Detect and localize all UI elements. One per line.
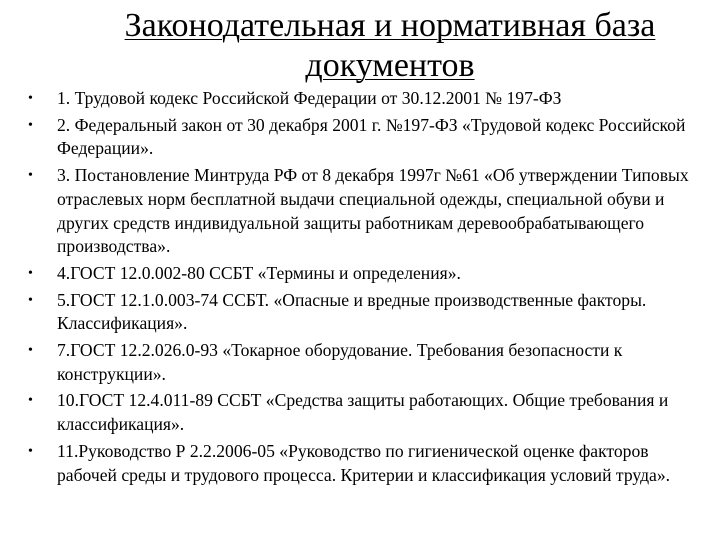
list-item-text: 4.ГОСТ 12.0.002-80 ССБТ «Термины и определения».: [57, 262, 461, 283]
list-item: [28, 164, 708, 259]
list-item: [28, 440, 708, 488]
list-item: [28, 87, 708, 111]
list-item-text: 5.ГОСТ 12.1.0.003-74 ССБТ. «Опасные и вредные производственные факторы. Классификация».: [57, 289, 647, 334]
list-item: [28, 289, 708, 337]
bullet-icon: •: [28, 117, 33, 133]
list-item-text: 1. Трудовой кодекс Российской Федерации от 30.12.2001 № 197-ФЗ: [57, 88, 562, 108]
bullet-icon: •: [28, 342, 33, 358]
document-list: [28, 87, 708, 490]
bullet-icon: •: [28, 167, 33, 183]
bullet-icon: •: [28, 393, 33, 409]
list-item: [28, 339, 708, 387]
list-item: [28, 389, 708, 437]
list-item: [28, 262, 708, 286]
page-title: Законодательная и нормативная база документов: [124, 7, 656, 84]
bullet-icon: •: [28, 91, 33, 106]
bullet-icon: •: [28, 443, 33, 459]
list-item-text: 10.ГОСТ 12.4.011-89 ССБТ «Средства защиты работающих. Общие требования и классификация».: [57, 390, 669, 435]
list-item-text: 11.Руководство Р 2.2.2006-05 «Руководство по гигиенической оценке факторов рабочей среды и трудового процесса. Критерии и классификация условий труда».: [57, 440, 671, 485]
list-item: [28, 114, 708, 162]
list-item-text: 3. Постановление Минтруда РФ от 8 декабря 1997г №61 «Об утверждении Типовых отраслевых норм бесплатной выдачи специальной одежды, специальной обуви и других средств индивидуальной защиты работникам деревообрабатывающего производства».: [57, 164, 689, 257]
bullet-icon: •: [28, 292, 33, 308]
bullet-icon: •: [28, 265, 33, 281]
list-item-text: 7.ГОСТ 12.2.026.0-93 «Токарное оборудование. Требования безопасности к конструкции».: [57, 339, 623, 384]
list-item-text: 2. Федеральный закон от 30 декабря 2001 г. №197-ФЗ «Трудовой кодекс Российской Федерации».: [57, 114, 686, 159]
